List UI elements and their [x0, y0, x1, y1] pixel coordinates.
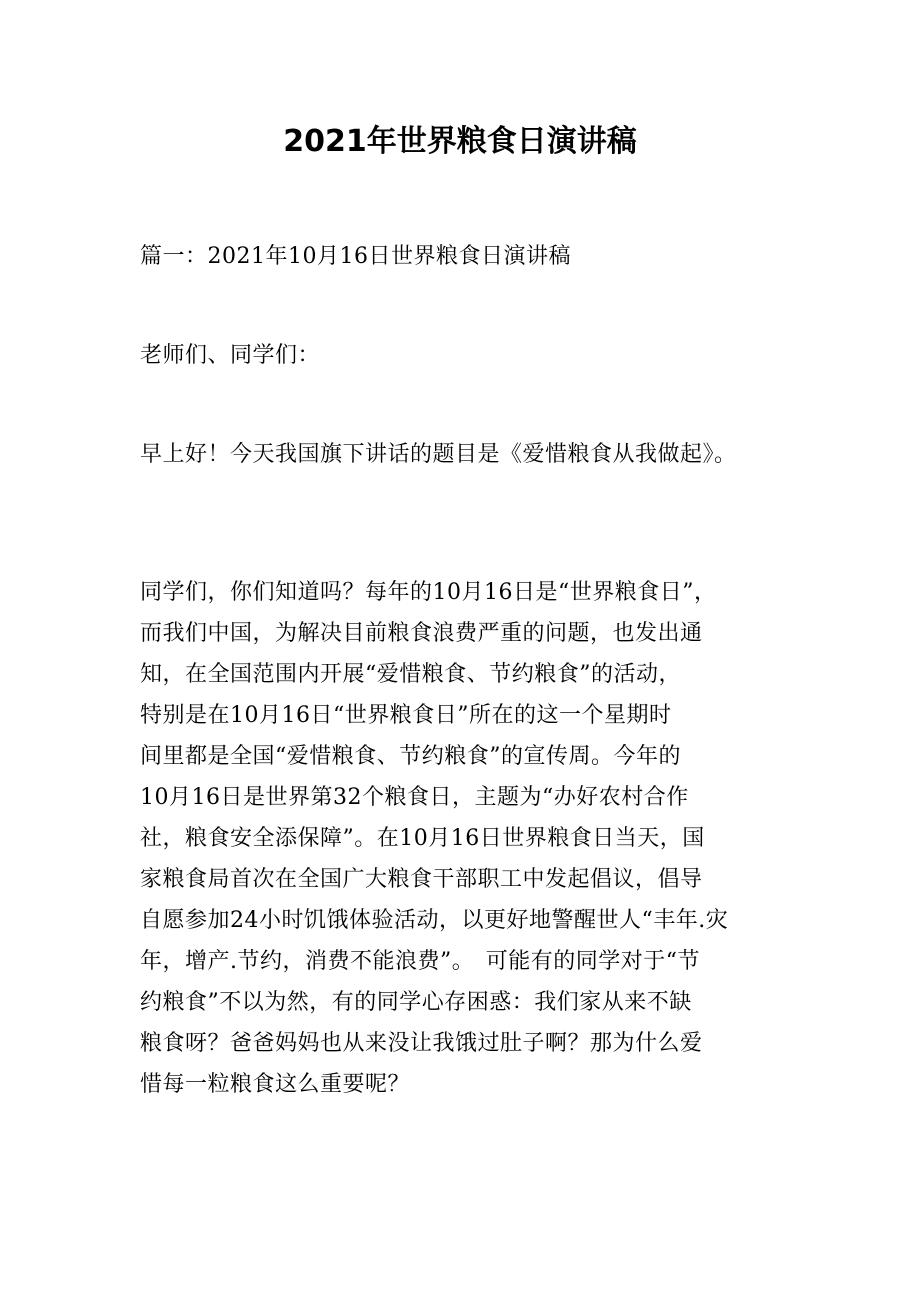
- greeting-line: 老师们、同学们：: [140, 343, 321, 368]
- paragraph-line: 年，增产.节约，消费不能浪费”。 可能有的同学对于“节: [140, 949, 700, 974]
- paragraph-line: 约粮食”不以为然，有的同学心存困惑：我们家从来不缺: [140, 990, 692, 1015]
- paragraph-line: 特别是在10月16日“世界粮食日”所在的这一个星期时: [140, 703, 672, 728]
- paragraph-line: 知，在全国范围内开展“爱惜粮食、节约粮食”的活动，: [140, 662, 681, 687]
- paragraph-line: 社，粮食安全添保障”。在10月16日世界粮食日当天，国: [140, 826, 705, 851]
- paragraph-line: 惜每一粒粮食这么重要呢？: [140, 1072, 411, 1097]
- document-title: 2021年世界粮食日演讲稿: [283, 124, 637, 159]
- section-subtitle: 篇一：2021年10月16日世界粮食日演讲稿: [140, 244, 571, 269]
- intro-line: 早上好！今天我国旗下讲话的题目是《爱惜粮食从我做起》。: [140, 442, 737, 467]
- body-paragraph: [140, 578, 820, 1111]
- paragraph-line: 自愿参加24小时饥饿体验活动，以更好地警醒世人“丰年.灾: [140, 908, 729, 933]
- paragraph-line: 家粮食局首次在全国广大粮食干部职工中发起倡议，倡导: [140, 867, 703, 892]
- paragraph-line: 而我们中国，为解决目前粮食浪费严重的问题，也发出通: [140, 621, 703, 646]
- paragraph-line: 10月16日是世界第32个粮食日，主题为“办好农村合作: [140, 785, 689, 810]
- paragraph-line: 间里都是全国“爱惜粮食、节约粮食”的宣传周。今年的: [140, 744, 681, 769]
- paragraph-line: 同学们，你们知道吗？每年的10月16日是“世界粮食日”，: [140, 580, 717, 605]
- paragraph-line: 粮食呀？爸爸妈妈也从来没让我饿过肚子啊？那为什么爱: [140, 1031, 703, 1056]
